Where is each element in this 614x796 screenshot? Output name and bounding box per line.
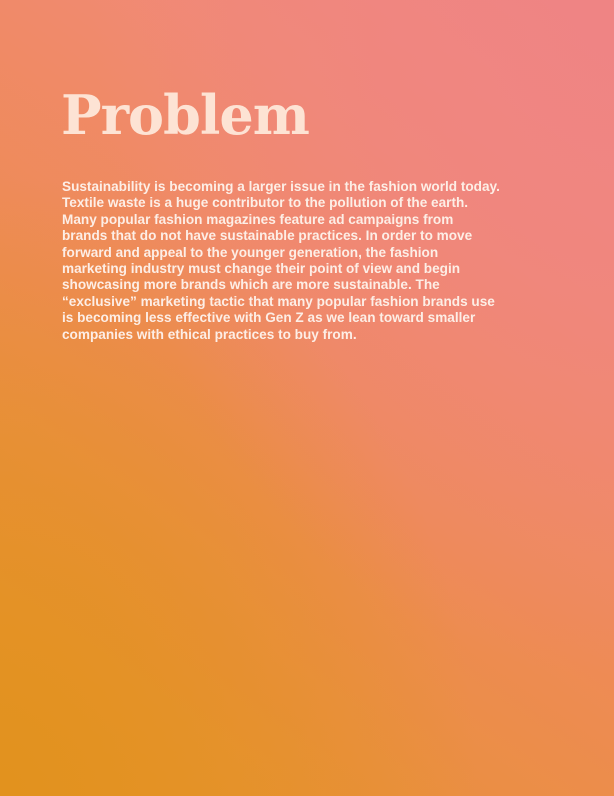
body-line: marketing industry must change their point of view and begin <box>62 261 461 277</box>
body-line: “exclusive” marketing tactic that many popular fashion brands use <box>62 293 495 309</box>
body-line: Textile waste is a huge contributor to the pollution of the earth. <box>62 195 469 211</box>
body-line: brands that do not have sustainable practices. In order to move <box>62 228 473 244</box>
body-line: is becoming less effective with Gen Z as we lean toward smaller <box>62 310 476 326</box>
body-line: showcasing more brands which are more sustainable. The <box>62 277 440 293</box>
page-title: Problem <box>61 83 309 147</box>
body-line: companies with ethical practices to buy from. <box>62 326 357 342</box>
body-line: Sustainability is becoming a larger issue in the fashion world today. <box>62 179 500 194</box>
body-paragraph <box>62 179 532 343</box>
body-line: Many popular fashion magazines feature ad campaigns from <box>62 211 454 227</box>
body-line: forward and appeal to the younger generation, the fashion <box>62 244 439 260</box>
